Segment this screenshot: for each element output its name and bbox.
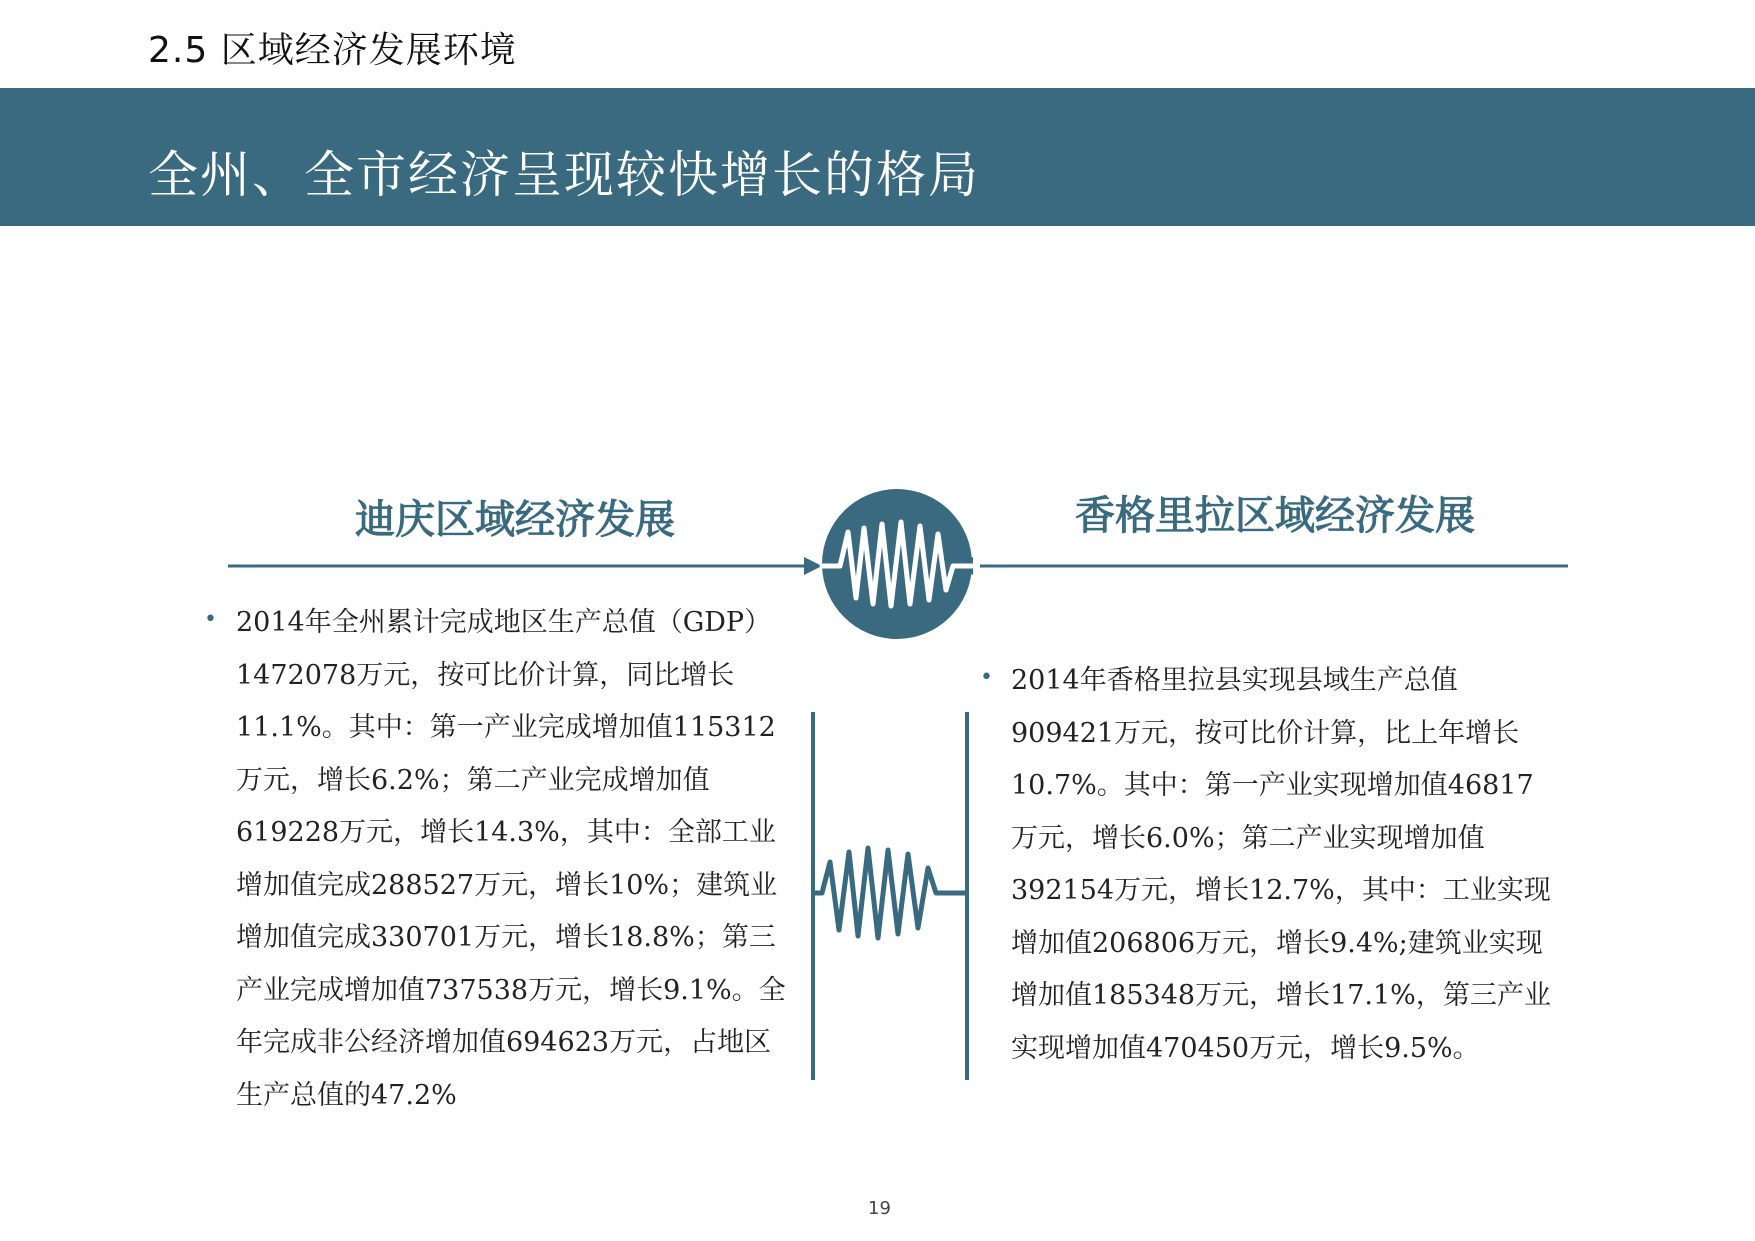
wave-icon [815,848,965,938]
left-line: 2014年全州累计完成地区生产总值（GDP） [236,607,772,638]
right-line: 10.7%。其中：第一产业实现增加值46817 [1011,770,1534,801]
section-label: 2.5 区域经济发展环境 [148,30,517,71]
right-paragraph [1011,655,1571,1075]
right-bullet-icon: • [980,665,993,690]
left-line: 增加值完成330701万元，增长18.8%；第三 [236,922,776,953]
right-line: 万元，增长6.0%；第二产业实现增加值 [1011,822,1485,854]
left-line: 1472078万元，按可比价计算，同比增长 [236,659,735,691]
wave-circle-icon [822,489,972,639]
left-line: 增加值完成288527万元，增长10%；建筑业 [236,869,778,901]
right-line: 实现增加值470450万元，增长9.5%。 [1011,1032,1480,1064]
right-line: 增加值206806万元，增长9.4%;建筑业实现 [1011,927,1543,959]
left-arrow-head [804,557,822,575]
right-heading: 香格里拉区域经济发展 [1075,493,1475,539]
right-line: 增加值185348万元，增长17.1%，第三产业 [1011,980,1551,1011]
left-line: 万元，增长6.2%；第二产业完成增加值 [236,764,710,796]
left-line: 产业完成增加值737538万元，增长9.1%。全 [236,974,786,1006]
left-heading: 迪庆区域经济发展 [355,497,675,543]
left-line: 生产总值的47.2% [236,1079,457,1111]
page-title: 全州、全市经济呈现较快增长的格局 [148,146,980,204]
right-line: 2014年香格里拉县实现县域生产总值 [1011,665,1458,696]
left-paragraph [236,597,796,1122]
left-bullet-icon: • [204,607,217,632]
left-line: 11.1%。其中：第一产业完成增加值115312 [236,712,776,743]
right-line: 909421万元，按可比价计算，比上年增长 [1011,717,1520,749]
page-number: 19 [868,1198,891,1219]
left-line: 年完成非公经济增加值694623万元，占地区 [236,1027,772,1058]
left-line: 619228万元，增长14.3%，其中：全部工业 [236,817,776,848]
right-line: 392154万元，增长12.7%，其中：工业实现 [1011,875,1551,906]
